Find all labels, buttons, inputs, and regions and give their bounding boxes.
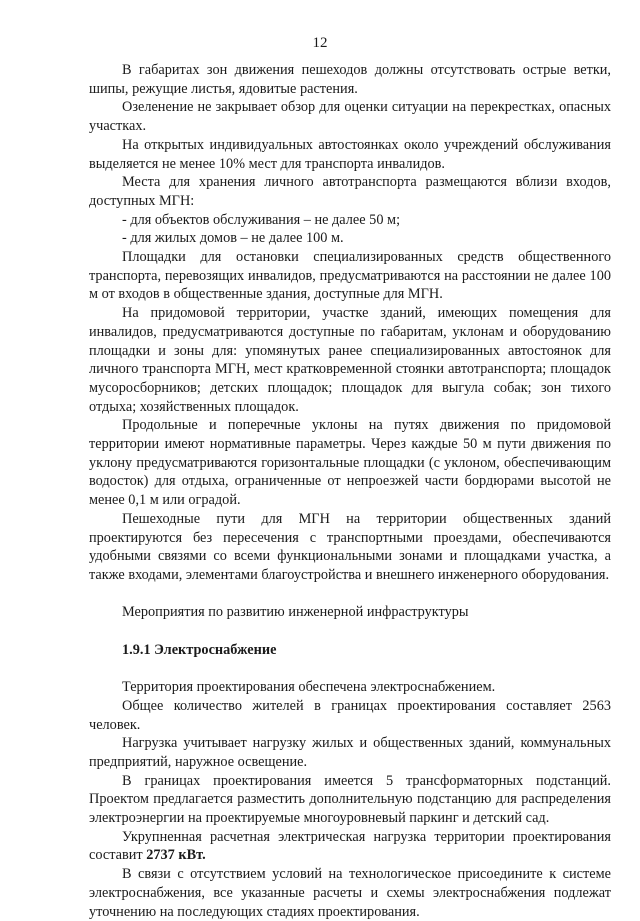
paragraph: В границах проектирования имеется 5 трансформаторных подстанций. Проектом предлагается разместить дополнительную подстанцию для распределения электроэнергии на проектируемые многоуровневый паркинг и детский сад. (89, 772, 611, 827)
document-body (89, 61, 611, 921)
paragraph: Общее количество жителей в границах проектирования составляет 2563 человек. (89, 697, 611, 733)
section-title: 1.9.1 Электроснабжение (122, 641, 277, 658)
paragraph: Территория проектирования обеспечена электроснабжением. (122, 679, 496, 696)
paragraph: В связи с отсутствием условий на технологическое присоедините к системе электроснабжения, все указанные расчеты и схемы электроснабжения подлежат уточнению на последующих стадиях проектирования. (89, 866, 611, 920)
paragraph: На придомовой территории, участке зданий, имеющих помещения для инвалидов, предусматриваются доступные по габаритам, уклонам и оборудованию площадки и зоны для: упомянутых ранее специализированных автостоянок для личного транспорта МГН, мест кратковременной стоянки автотранспорта; площадок мусоросборников; детских площадок; площадок для выгула собак; зон тихого отдыха; хозяйственных площадок. (89, 305, 611, 415)
paragraph: Нагрузка учитывает нагрузку жилых и общественных зданий, коммунальных предприятий, наружное освещение. (89, 735, 611, 770)
list-item: - для жилых домов – не далее 100 м. (122, 230, 344, 247)
paragraph: На открытых индивидуальных автостоянках около учреждений обслуживания выделяется не менее 10% мест для транспорта инвалидов. (89, 136, 611, 172)
load-value: 2737 кВт. (146, 847, 206, 864)
blank-line (89, 659, 611, 678)
paragraph: В габаритах зон движения пешеходов должны отсутствовать острые ветки, шипы, режущие листья, ядовитые растения. (89, 62, 611, 97)
blank-line (89, 622, 611, 641)
paragraph: Озеленение не закрывает обзор для оценки ситуации на перекрестках, опасных участках. (89, 99, 611, 135)
paragraph: Места для хранения личного автотранспорта размещаются вблизи входов, доступных МГН: (89, 174, 611, 209)
load-paragraph (89, 828, 611, 865)
subheading: Мероприятия по развитию инженерной инфраструктуры (122, 604, 469, 621)
list-item: - для объектов обслуживания – не далее 50 м; (122, 211, 401, 228)
load-text: Укрупненная расчетная электрическая нагрузка территории проектирования составит (89, 828, 611, 864)
paragraph: Пешеходные пути для МГН на территории общественных зданий проектируются без пересечения с транспортными проездами, обеспечиваются удобными связями со всеми функциональными зонами и площадками участка, а также входами, элементами благоустройства и внешнего инженерного оборудования. (89, 510, 611, 583)
page-number: 12 (312, 35, 328, 51)
paragraph: Продольные и поперечные уклоны на путях движения по придомовой территории имеют нормативные параметры. Через каждые 50 м пути движения по уклону предусматриваются горизонтальные площадки (с уклоном, обеспечивающим водосток) для отдыха, ограниченные от непроезжей части бордюрами высотой не менее 0,1 м или оградой. (89, 417, 611, 509)
blank-line (89, 585, 611, 604)
paragraph: Площадки для остановки специализированных средств общественного транспорта, перевозящих инвалидов, предусматриваются на расстоянии не далее 100 м от входов в общественные здания, доступные для МГН. (89, 249, 611, 303)
